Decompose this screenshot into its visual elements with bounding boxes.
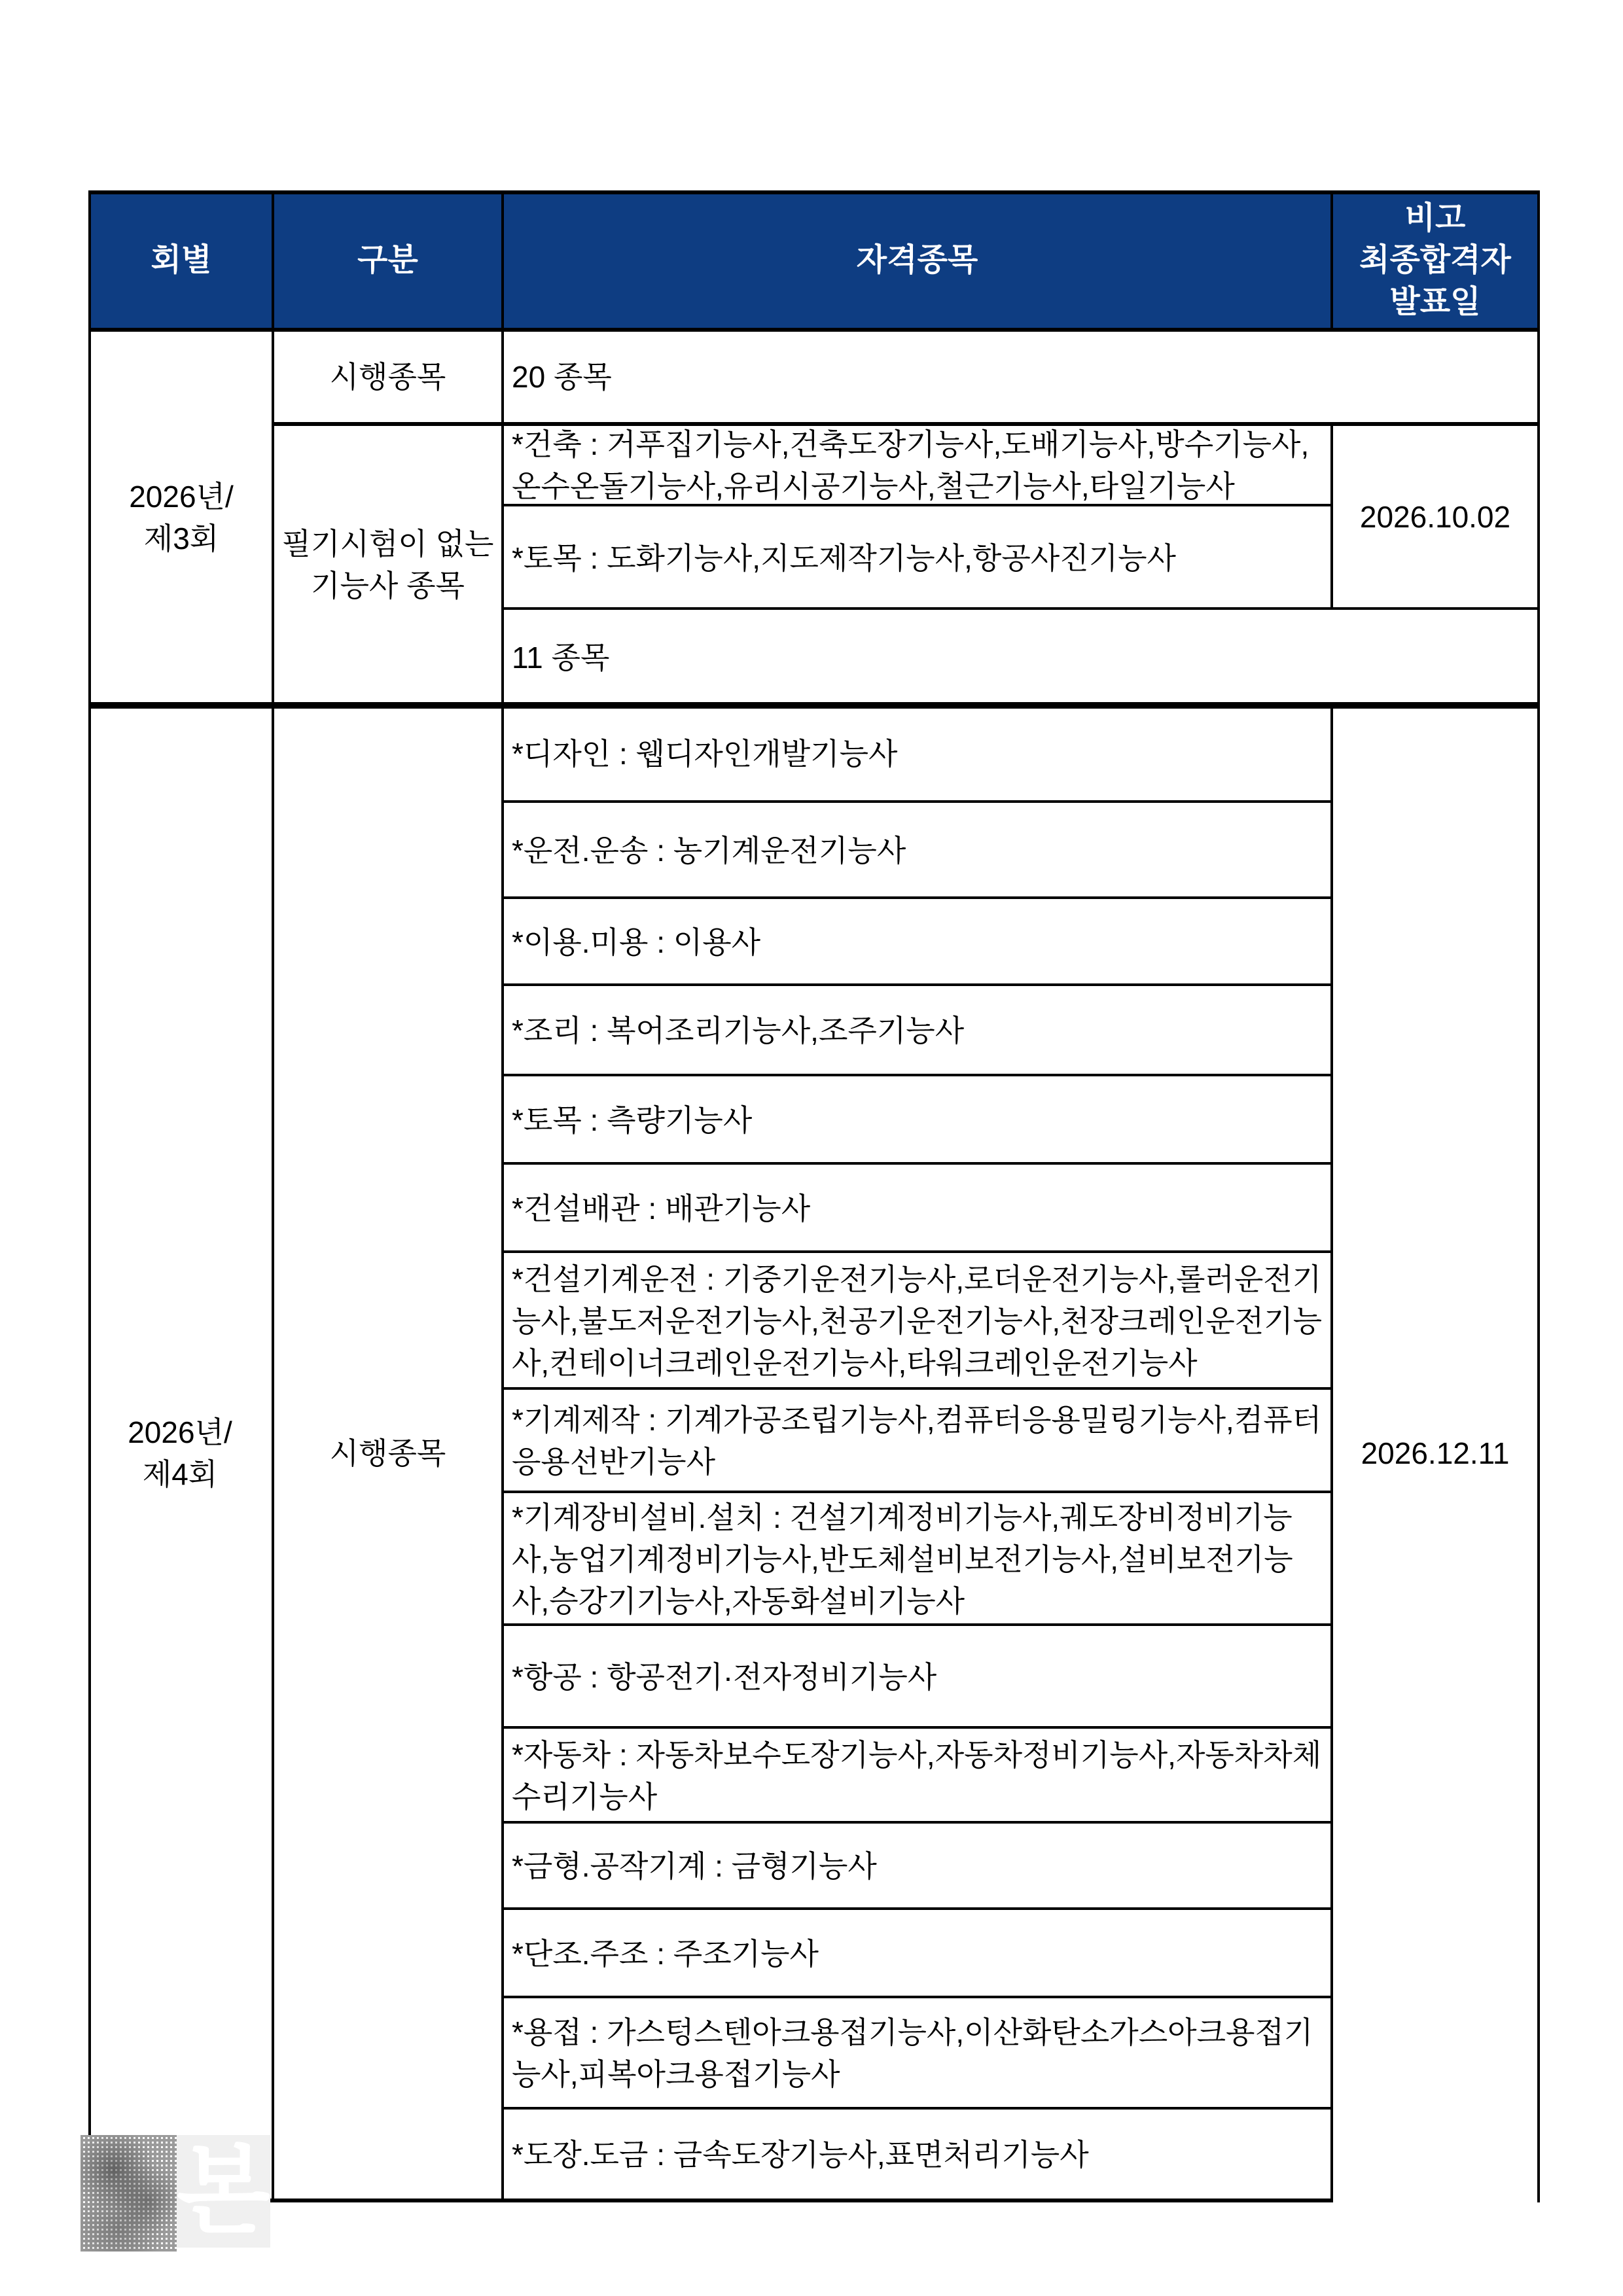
- header-category: [274, 190, 501, 330]
- s2-row-line-10: [501, 1726, 1333, 1729]
- section2-category-label: 시행종목: [329, 1436, 446, 1470]
- row-line-civil: [501, 607, 1540, 610]
- s2-row-line-5: [501, 1162, 1333, 1165]
- header-session-label: 회별: [151, 243, 212, 277]
- subject-row-text: *건설기계운전 : 기중기운전기능사,로더운전기능사,롤러운전기능사,불도저운전기능사,천공기운전기능사,천장크레인운전기능사,컨테이너크레인운전기능사,타워크레인운전기능사: [512, 1262, 1323, 1380]
- section1-count-bottom-cell: [504, 612, 1537, 702]
- section1-count-top-cell: [504, 332, 1537, 422]
- table-bottom-line: [88, 2199, 1333, 2202]
- row-line-construction: [501, 504, 1333, 506]
- subject-row-text: *자동차 : 자동차보수도장기능사,자동차정비기능사,자동차차체수리기능사: [512, 1737, 1322, 1814]
- s2-row-line-1: [501, 800, 1333, 803]
- s2-row-line-2: [501, 896, 1333, 899]
- section2-subject-row-automobile: [504, 1730, 1330, 1821]
- section1-subject-construction-row: [504, 426, 1330, 504]
- header-note-line2: 최종합격자: [1359, 243, 1511, 277]
- header-session: [91, 190, 272, 330]
- stamp-halftone-pattern: [80, 2135, 177, 2252]
- subject-row-text: *건설배관 : 배관기능사: [512, 1191, 811, 1226]
- divider-subject-note-s2: [1330, 702, 1333, 2201]
- subject-row-text: *기계제작 : 기계가공조립기능사,컴퓨터응용밀링기능사,컴퓨터응용선반기능사: [512, 1403, 1322, 1479]
- s2-row-line-13: [501, 1996, 1333, 1998]
- section1-count-bottom-value: 11 종목: [512, 640, 610, 675]
- divider-subject-note-header: [1330, 190, 1333, 332]
- header-subject: [504, 190, 1330, 330]
- header-note-line3: 발표일: [1389, 285, 1481, 319]
- section1-subject-civil-row: [504, 509, 1330, 607]
- section1-subject-construction-text: *건축 : 거푸집기능사,건축도장기능사,도배기능사,방수기능사,온수온돌기능사,유리시공기능사,철근기능사,타일기능사: [512, 427, 1310, 503]
- section2-subject-row-barber: [504, 900, 1330, 983]
- header-note-line1: 비고: [1404, 201, 1466, 236]
- section-divider-line: [88, 702, 1540, 709]
- s2-row-line-14: [501, 2107, 1333, 2110]
- section1-subject-civil-text: *토목 : 도화기능사,지도제작기능사,항공사진기능사: [512, 541, 1176, 575]
- subject-row-text: *기계장비설비.설치 : 건설기계정비기능사,궤도장비정비기능사,농업기계정비기능사,반도체설비보전기능사,설비보전기능사,승강기기능사,자동화설비기능사: [512, 1500, 1293, 1618]
- section1-category-group-cell: [274, 426, 501, 703]
- row-line-count-top: [272, 422, 1540, 426]
- table-border-left: [88, 190, 91, 2202]
- divider-session-category: [272, 190, 274, 2202]
- section2-subject-row-machine-making: [504, 1391, 1330, 1491]
- section2-subject-row-machinery-operation: [504, 1254, 1330, 1387]
- section1-category-group-line2: 기능사 종목: [311, 569, 465, 603]
- section2-subject-row-forging: [504, 1911, 1330, 1996]
- s2-row-line-3: [501, 983, 1333, 986]
- s2-row-line-4: [501, 1074, 1333, 1076]
- s2-row-line-7: [501, 1387, 1333, 1390]
- section2-subject-row-aviation: [504, 1627, 1330, 1726]
- subject-row-text: *토목 : 측량기능사: [512, 1103, 753, 1137]
- subject-row-text: *도장.도금 : 금속도장기능사,표면처리기능사: [512, 2138, 1089, 2172]
- header-subject-label: 자격종목: [856, 243, 978, 277]
- table-border-right: [1537, 190, 1540, 2202]
- subject-row-text: *이용.미용 : 이용사: [512, 925, 761, 959]
- header-bottom-line: [88, 328, 1540, 332]
- section2-subject-row-mold: [504, 1825, 1330, 1907]
- section1-category-top-cell: [274, 332, 501, 422]
- section2-subject-row-design: [504, 707, 1330, 800]
- header-category-label: 구분: [357, 243, 418, 277]
- s2-row-line-6: [501, 1250, 1333, 1253]
- section1-session-line2: 제3회: [143, 521, 219, 556]
- section2-session-cell: [91, 707, 269, 2199]
- divider-category-subject: [501, 190, 504, 2202]
- section2-subject-row-equipment-install: [504, 1494, 1330, 1623]
- subject-row-text: *조리 : 복어조리기능사,조주기능사: [512, 1014, 965, 1048]
- table-border-top: [88, 190, 1540, 194]
- subject-row-text: *용접 : 가스텅스텐아크용접기능사,이산화탄소가스아크용접기능사,피복아크용접기능사: [512, 2015, 1313, 2091]
- section2-subject-row-driving: [504, 804, 1330, 896]
- header-note: [1333, 190, 1537, 330]
- section2-subject-row-piping: [504, 1166, 1330, 1250]
- section2-subject-row-welding: [504, 2000, 1330, 2107]
- subject-row-text: *단조.주조 : 주조기능사: [512, 1936, 819, 1971]
- section2-note-date-cell: [1333, 707, 1537, 2199]
- subject-row-text: *디자인 : 웹디자인개발기능사: [512, 737, 898, 771]
- section1-note-date: 2026.10.02: [1359, 499, 1511, 534]
- section1-count-top-value: 20 종목: [512, 360, 612, 394]
- s2-row-line-9: [501, 1623, 1333, 1626]
- section1-session-line1: 2026년/: [129, 480, 234, 514]
- stamp-glyph-box: [177, 2135, 270, 2248]
- s2-row-line-8: [501, 1491, 1333, 1493]
- subject-row-text: *운전.운송 : 농기계운전기능사: [512, 833, 906, 868]
- subject-row-text: *금형.공작기계 : 금형기능사: [512, 1849, 877, 1883]
- section2-session-line2: 제4회: [142, 1457, 218, 1491]
- s2-row-line-11: [501, 1821, 1333, 1824]
- stamp-glyph: 본: [177, 2137, 270, 2245]
- section2-session-line1: 2026년/: [128, 1415, 232, 1449]
- section2-subject-row-civil: [504, 1078, 1330, 1162]
- section1-category-group-line1: 필기시험이 없는: [281, 527, 494, 561]
- section2-subject-row-painting: [504, 2111, 1330, 2199]
- s2-row-line-12: [501, 1907, 1333, 1910]
- divider-subject-note-s1: [1330, 423, 1333, 610]
- subject-row-text: *항공 : 항공전기·전자정비기능사: [512, 1659, 937, 1694]
- section2-subject-row-cooking: [504, 987, 1330, 1074]
- stamp-watermark: [80, 2135, 270, 2252]
- section1-session-cell: [91, 332, 272, 703]
- section2-note-date: 2026.12.11: [1361, 1436, 1510, 1470]
- section2-category-cell: [274, 707, 501, 2199]
- section1-note-date-cell: [1333, 426, 1537, 607]
- section1-category-top-label: 시행종목: [329, 360, 446, 394]
